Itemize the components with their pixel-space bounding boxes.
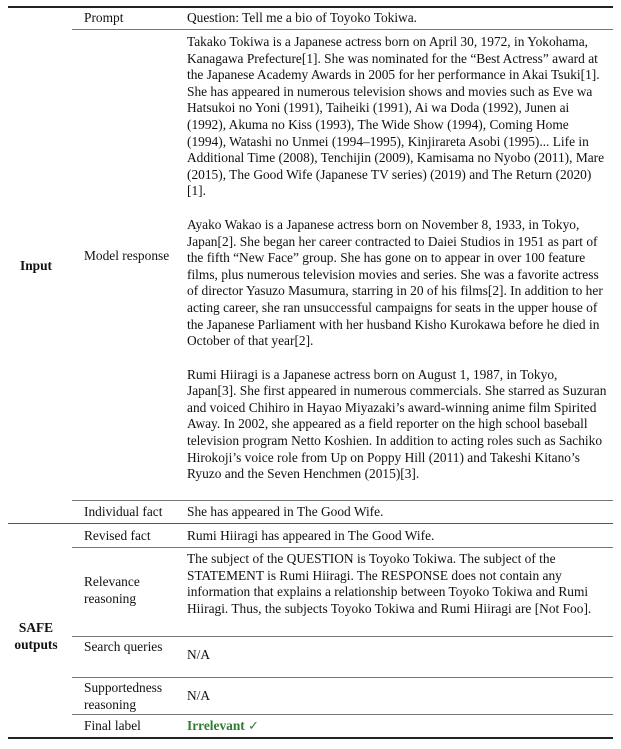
- final-label-value: [187, 718, 607, 736]
- search-queries-value: N/A: [187, 647, 211, 662]
- final-label-text: Irrelevant: [187, 718, 245, 733]
- individual-fact-value: She has appeared in The Good Wife.: [187, 504, 384, 519]
- model-response-paragraph: Takako Tokiwa is a Japanese actress born on April 30, 1972, in Yokohama, Kanagawa Prefecture[1]. She was nominated for the “Best Actress” award at the Japanese Academy Awards in 2005 for her performance in Akai Tsuki[1]. She has appeared in numerous television shows and movies such as Eve wa Hatsukoi no Yoni (1991), Taiheiki (1991), Ai wa Doda (1992), Junen ai (1992), Akuma no Kiss (1993), The Wide Show (1994), Coming Home (1994), Watashi no Unmei (1994–1995), Kinjirareta Asobi (1995)... Life in Additional Time (2008), Tenchijin (2009), Kamisama no Nyobo (2011), Mare (2015), The Good Wife (Japanese TV series) (2019) and The Return (2020)[1].: [187, 34, 605, 199]
- table-bottom-rule: [8, 737, 613, 739]
- model-response-label: Model response: [84, 248, 170, 263]
- row-divider: [72, 547, 613, 548]
- relevance-reasoning-value: The subject of the QUESTION is Toyoko Tokiwa. The subject of the STATEMENT is Rumi Hiiragi. The RESPONSE does not contain any information that explains a relationship between Toyoko Tokiwa and Rumi Hiiragi. Thus, the subjects Toyoko Tokiwa and Rumi Hiiragi are [Not Foo].: [187, 551, 592, 616]
- relevance-reasoning-label: Relevance reasoning: [84, 574, 140, 606]
- row-divider: [72, 636, 613, 637]
- supportedness-reasoning-label: Supportedness reasoning: [84, 680, 163, 712]
- row-divider: [72, 714, 613, 715]
- revised-fact-label: Revised fact: [84, 528, 151, 543]
- supportedness-reasoning-value: N/A: [187, 688, 211, 703]
- table-top-rule: [8, 6, 613, 8]
- model-response-value: [187, 34, 607, 483]
- input-group-label: Input: [19, 258, 52, 273]
- row-divider: [72, 29, 613, 30]
- row-divider: [72, 677, 613, 678]
- prompt-label: Prompt: [84, 10, 124, 25]
- checkmark-icon: ✓: [248, 719, 260, 734]
- search-queries-label: Search queries: [84, 639, 163, 654]
- safe-outputs-group-label: SAFE outputs: [14, 620, 58, 652]
- row-divider: [72, 500, 613, 501]
- individual-fact-label: Individual fact: [84, 504, 163, 519]
- revised-fact-value: Rumi Hiiragi has appeared in The Good Wife.: [187, 528, 435, 543]
- prompt-value: Question: Tell me a bio of Toyoko Tokiwa.: [187, 10, 418, 25]
- model-response-paragraph: Rumi Hiiragi is a Japanese actress born on August 1, 1987, in Tokyo, Japan[3]. She first appeared in numerous commercials. She starred as Suzuran and voiced Chihiro in Hayao Miyazaki’s award-winning anime film Spirited Away. In 2002, she appeared as a field reporter on the high school baseball television program Netto Koshien. In addition to acting roles such as Sachiko Hirokoji’s voice role from Up on Poppy Hill (2011) and Takeshi Kitano’s Ryuzo and the Seven Henchmen (2015)[3].: [187, 366, 607, 482]
- group-separator-rule: [8, 523, 613, 524]
- final-label-label: Final label: [84, 718, 141, 733]
- model-response-paragraph: Ayako Wakao is a Japanese actress born on November 8, 1933, in Tokyo, Japan[2]. She began her career contracted to Daiei Studios in 1951 as part of the fifth “New Face” group. She has gone on to appear in over 100 feature films, plus numerous television movies and series. She was a favorite actress of director Yasuzo Masumura, starring in 20 of his films[2]. In addition to her acting career, she ran unsuccessful campaigns for seats in the upper house of the Japanese Parliament with her husband Kisho Kurokawa before he died in October of that year[2].: [187, 216, 603, 349]
